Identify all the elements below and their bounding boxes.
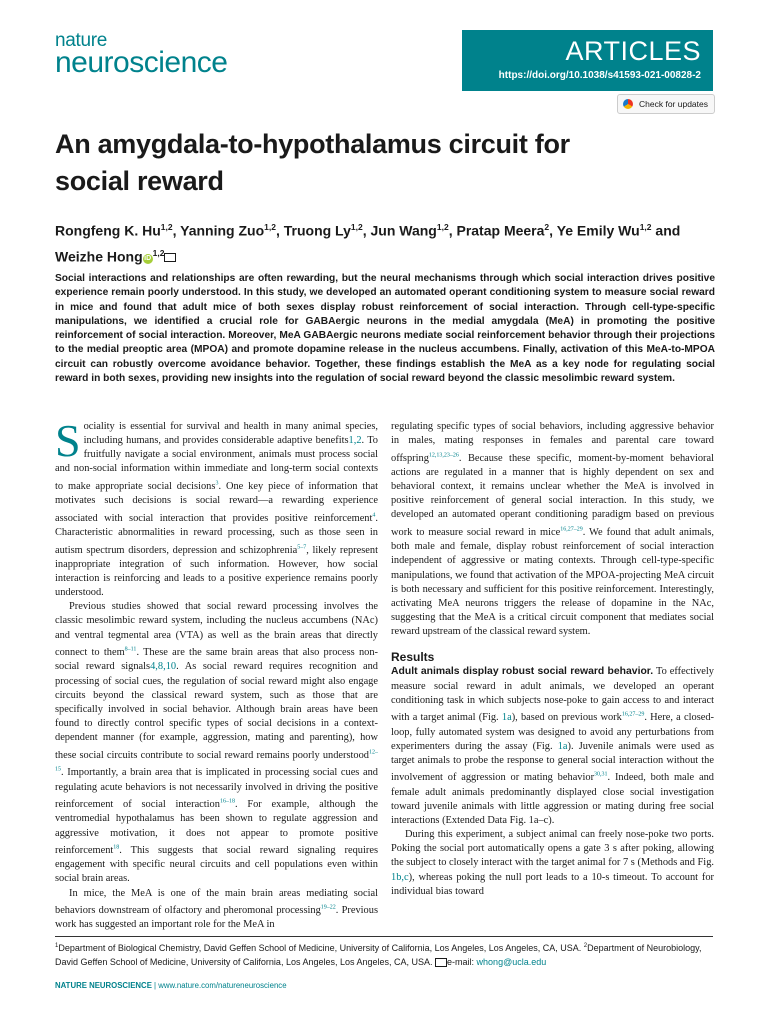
paragraph-intro xyxy=(55,415,379,600)
envelope-icon xyxy=(435,958,447,967)
citation-ref[interactable]: 3 xyxy=(215,480,219,487)
citation-ref[interactable]: 16–18 xyxy=(219,798,235,805)
text-run: ), based on previous work xyxy=(511,712,622,724)
citation-ref[interactable]: 8–11 xyxy=(124,646,137,653)
author-affiliation: 1,2 xyxy=(436,222,449,232)
corresponding-author-envelope-icon xyxy=(164,253,176,262)
author-separator: , xyxy=(448,222,457,239)
author-name[interactable]: Truong Ly xyxy=(283,222,351,239)
orcid-icon[interactable]: iD xyxy=(144,255,152,263)
text-run: . We found that adult animals, both male and female, display robust reinforcement of social interaction independent of aggressive or mating contexts. Through cell-type-specific manipulations, we found that activation of the MPOA-projecting MeA circuit is both necessary and sufficient for this positive reinforcement. Interestingly, activating MeA neurons triggers the release of dopamine in the NAc, suggesting that the MeA is a critical circuit component that mediates social reward upstream of the classical reward system. xyxy=(391,527,715,638)
text-run: ociality is essential for survival and health in many animal species, including humans, and provides considerable adaptive benefits xyxy=(83,421,378,447)
footnote-divider xyxy=(55,936,713,937)
text-run: . Indeed, both male and female adult animals predominantly displayed close social investigation toward juvenile animals with little aggression or mating during free social interactions (Extended Data Fig. 1a–c). xyxy=(391,772,714,826)
text-run: To effectively measure social reward in adult animals, we developed an operant conditioning task in which subjects nose-poke to gain access to and interact with a target animal (Fig. xyxy=(391,666,714,724)
figure-ref[interactable]: 1,2 xyxy=(348,435,362,447)
paragraph-results-2 xyxy=(391,828,714,899)
crossmark-icon xyxy=(623,99,633,109)
affiliations: $^1$Department of Biological Chemistry, David Geffen School of Medicine, University of California, Los Angeles, Los Angeles, CA, USA. $^2$Department of Neurobiology, David Geffen School of Medicine, University of California, Los Angeles, Los Angeles, CA, USA. e-mail: whong@ucla.edu xyxy=(55,943,702,967)
page-footer xyxy=(55,981,287,990)
text-run: . One key piece of information that motivates such decisions is social reward—a rewarding experience associated with social interaction that provides positive reinforcement xyxy=(55,481,378,524)
author-affiliation: 1,2 xyxy=(639,222,652,232)
text-run: During this experiment, a subject animal can freely nose-poke two ports. Poking the social port automatically opens a gate 3 s after poking, allowing the subject to closely interact with the target animal for 7 s (Methods and Fig. xyxy=(391,829,714,869)
figure-ref[interactable]: 4,8,10 xyxy=(150,661,177,673)
author-list xyxy=(55,216,715,267)
figure-ref[interactable]: 1a xyxy=(557,740,568,752)
text-run: . These are the same brain areas that also process non-social reward signals xyxy=(55,647,378,673)
citation-ref[interactable]: 12,13,23–26 xyxy=(428,452,459,459)
author-name[interactable]: Pratap Meera xyxy=(456,222,545,239)
text-run: . To fruitfully navigate a social environment, animals must process social and non-social information within immediate and long-term social contexts to make appropriate social decisions xyxy=(55,435,379,493)
text-run: ), whereas poking the null port leads to a 10-s timeout. To account for individual bias toward xyxy=(391,871,714,897)
text-run: . Because these specific, moment-by-moment behavioral actions are regulated in a manner that is highly dependent on sex and behavioral context, it remains unclear whether the MeA is involved in positive reinforcement of general social interaction. In this study, we developed an automated operant conditioning paradigm based on previous work to measure social reward in mice xyxy=(391,452,714,539)
text-run: . Previous work has suggested an important role for the MeA in xyxy=(55,905,378,931)
text-run: , likely represent inappropriate integration of such information. However, how social interaction is reinforcing and leads to a positive experience remains poorly understood. xyxy=(55,544,378,599)
abstract: Social interactions and relationships are often rewarding, but the neural mechanisms through which social interaction drives positive experience remain poorly understood. In this study, we developed an automated operant conditioning system to measure social reward in mice and found that adult mice of both sexes display robust reinforcement of social interaction. Through cell-type-specific manipulations, we identified a crucial role for GABAergic neurons in the medial amygdala (MeA) in promoting the positive reinforcement of social interaction. Moreover, MeA GABAergic neurons mediate social reinforcement behavior through their projections to the medial preoptic area (MPOA) and promote dopamine release in the nucleus accumbens. Finally, activation of this MeA-to-MPOA circuit can robustly overcome avoidance behavior. Together, these findings establish the MeA as a key node for regulating social reward in both sexes, providing new insights into the regulation of social reward beyond the classic mesolimbic reward system. xyxy=(55,273,715,385)
author-name[interactable]: Weizhe Hong xyxy=(55,248,143,265)
doi-link[interactable]: https://doi.org/10.1038/s41593-021-00828-2 xyxy=(498,70,701,81)
affiliation-1: Department of Biological Chemistry, David Geffen School of Medicine, University of California, Los Angeles, Los Angeles, CA, USA. xyxy=(58,943,584,953)
journal-logo xyxy=(55,31,227,78)
author-name[interactable]: Rongfeng K. Hu xyxy=(55,222,161,239)
text-run: ). Juvenile animals were used as target animals to probe the response to general social interaction without the involvement of aggression or mating behavior xyxy=(391,740,714,784)
text-run: . Importantly, a brain area that is implicated in processing social cues and regulating acute behaviors is not necessarily involved in driving the positive reinforcement of social interaction xyxy=(55,767,378,811)
body-column-right xyxy=(391,420,714,899)
author-affiliation: 2 xyxy=(544,222,550,232)
author-separator: , xyxy=(275,222,284,239)
author-separator: , xyxy=(172,222,181,239)
citation-ref[interactable]: 4 xyxy=(372,512,376,519)
author-name[interactable]: Ye Emily Wu xyxy=(556,222,640,239)
email-label: e-mail: xyxy=(447,956,477,967)
check-for-updates-button[interactable] xyxy=(617,94,715,114)
drop-cap: S xyxy=(55,415,81,466)
citation-ref[interactable]: 12–15 xyxy=(55,749,378,773)
text-run: Previous studies showed that social reward processing involves the classic mesolimbic reward system, including the nucleus accumbens (NAc) and ventral tegmental area (VTA) as well as the brain areas that directly connect to them xyxy=(55,601,378,659)
citation-ref[interactable]: 30,31 xyxy=(594,772,608,778)
article-title xyxy=(55,126,675,200)
text-run: In mice, the MeA is one of the main brain areas mediating social behaviors downstream of olfactory and pheromonal processing xyxy=(55,887,378,917)
citation-ref[interactable]: 18 xyxy=(113,844,120,851)
journal-name-line2: neuroscience xyxy=(55,46,228,79)
figure-ref[interactable]: 1b,c xyxy=(391,871,409,883)
check-for-updates-label: Check for updates xyxy=(639,99,708,109)
author-separator: and xyxy=(651,222,681,239)
journal-name-line1: nature xyxy=(55,30,108,51)
runin-heading: Adult animals display robust social reward behavior. xyxy=(391,666,654,678)
citation-ref[interactable]: 16,27–29 xyxy=(621,711,645,718)
author-name[interactable]: Yanning Zuo xyxy=(180,222,265,239)
section-heading-results: Results xyxy=(391,650,435,665)
text-run: . As social reward requires recognition and processing of social cues, the regulation of social reward might also engage circuits beyond the classical reward system, such as those that are specifically involved in social behavior. Although brain areas have been found to directly control specific types of social decisions in a context-dependent manner (for example, aggression, mating and parenting), how these social circuits contribute to social reward remains poorly understood xyxy=(55,661,379,761)
article-type: ARTICLES xyxy=(565,36,701,66)
text-run: regulating specific types of social behaviors, including aggressive behavior in males, mating responses in females and parental care toward offspring xyxy=(391,421,714,464)
title-line1: An amygdala-to-hypothalamus circuit for xyxy=(55,129,570,159)
author-affiliation: 1,2 xyxy=(160,222,173,232)
title-line2: social reward xyxy=(55,166,224,196)
citation-ref[interactable]: 16,27–29 xyxy=(560,526,583,533)
paragraph-mea xyxy=(55,887,378,933)
citation-ref[interactable]: 5–7 xyxy=(297,544,307,551)
author-affiliation: 1,2 xyxy=(350,222,363,232)
body-column-left xyxy=(55,415,379,933)
article-type-banner xyxy=(462,30,713,91)
author-separator: , xyxy=(362,222,371,239)
affiliation-2: Department of Neurobiology, David Geffen School of Medicine, University of California, Los Angeles, Los Angeles, CA, USA. xyxy=(55,943,702,967)
text-run: . This suggests that social reward signaling requires engagement with specific neural circuits and cell populations even within social brain areas. xyxy=(55,845,378,885)
text-run: . For example, although the ventromedial hypothalamus has been shown to regulate aggression and aggressive motivation, it does not appear to promote positive reinforcement xyxy=(55,799,378,857)
text-run: . Here, a closed-loop, fully automated system was designed to avoid any perturbations from experimenters during the assay (Fig. xyxy=(391,712,714,752)
paragraph-previous-studies xyxy=(55,600,378,886)
author-affiliation: 1,2 xyxy=(152,247,165,258)
author-separator: , xyxy=(549,222,557,239)
footer-url[interactable]: | www.nature.com/natureneuroscience xyxy=(151,981,287,990)
figure-ref[interactable]: 1a xyxy=(501,712,512,724)
author-affiliation: 1,2 xyxy=(264,222,276,232)
author-name[interactable]: Jun Wang xyxy=(370,222,437,239)
citation-ref[interactable]: 19–22 xyxy=(320,904,336,911)
paragraph-mea-continued xyxy=(391,420,714,639)
text-run: . Characteristic abnormalities in reward processing, such as those seen in autism spectrum disorders, depression and schizophrenia xyxy=(55,512,378,556)
footer-journal: NATURE NEUROSCIENCE xyxy=(55,981,152,990)
email-link[interactable]: whong@ucla.edu xyxy=(476,956,547,967)
paragraph-results-1 xyxy=(391,665,714,828)
